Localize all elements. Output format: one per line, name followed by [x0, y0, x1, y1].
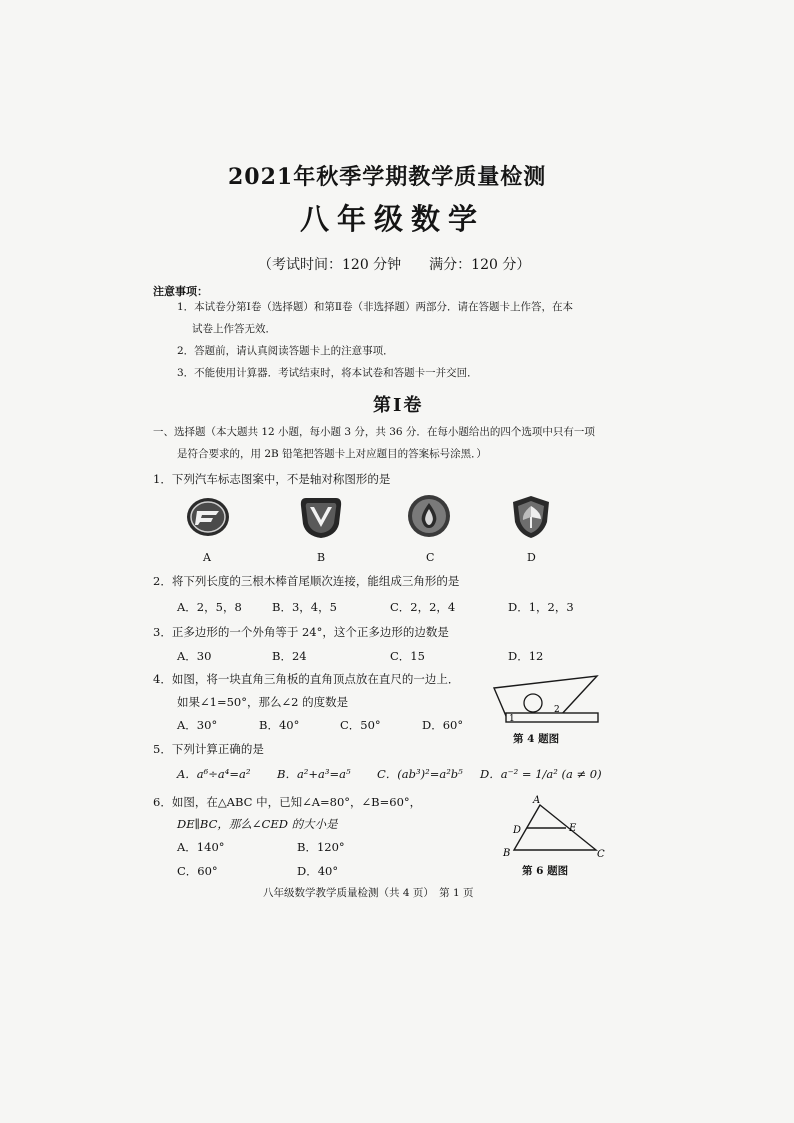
- option-b: B．40°: [259, 718, 300, 732]
- part-instructions: 是符合要求的，用 2B 铅笔把答题卡上对应题目的答案标号涂黑．）: [177, 448, 487, 460]
- section-title: 第Ⅰ卷: [373, 395, 424, 416]
- option-b: B．3，4，5: [272, 600, 337, 614]
- car-logo-c-icon: [407, 494, 451, 542]
- figure-6: [500, 792, 610, 868]
- exam-info: （考试时间：120 分钟 满分：120 分）: [258, 257, 531, 273]
- option-d: D．60°: [422, 718, 464, 732]
- option-d: D．1，2，3: [508, 600, 574, 614]
- option-a: A．30°: [177, 718, 218, 732]
- figure-4: [492, 672, 602, 732]
- figure-6-label: B: [503, 848, 511, 859]
- option-c: C．(ab³)²=a²b⁵: [377, 767, 463, 781]
- exam-title: 2021年秋季学期教学质量检测: [228, 164, 547, 190]
- note-item: 3．不能使用计算器．考试结束时，将本试卷和答题卡一并交回．: [177, 367, 478, 379]
- part-instructions: 一、选择题（本大题共 12 小题，每小题 3 分，共 36 分．在每小题给出的四个选项中只有一项: [153, 426, 595, 438]
- option-label: D: [527, 551, 536, 564]
- option-c: C．15: [390, 649, 425, 663]
- figure-6-label: E: [569, 823, 577, 834]
- note-item: 1．本试卷分第Ⅰ卷（选择题）和第Ⅱ卷（非选择题）两部分．请在答题卡上作答，在本: [177, 301, 573, 313]
- option-b: B．a²+a³=a⁵: [277, 767, 351, 781]
- page-footer: 八年级数学教学质量检测（共 4 页） 第 1 页: [263, 887, 474, 899]
- option-c: C．50°: [340, 718, 381, 732]
- question-6-stem: 6．如图，在△ABC 中，已知∠A=80°，∠B=60°，: [153, 795, 422, 809]
- figure-6-label: D: [513, 825, 522, 836]
- question-3-stem: 3．正多边形的一个外角等于 24°，这个正多边形的边数是: [153, 625, 449, 639]
- option-d: D．12: [508, 649, 544, 663]
- option-a: A．2，5，8: [177, 600, 242, 614]
- note-item: 2．答题前，请认真阅读答题卡上的注意事项．: [177, 345, 394, 357]
- option-label: A: [203, 551, 211, 564]
- figure-6-caption: 第 6 题图: [522, 865, 569, 877]
- question-6-stem: DE∥BC，那么∠CED 的大小是: [177, 817, 338, 831]
- car-logo-b-icon: [298, 494, 344, 544]
- option-c: C．2，2，4: [390, 600, 456, 614]
- question-1-stem: 1．下列汽车标志图案中，不是轴对称图形的是: [153, 472, 391, 486]
- option-a: A．30: [177, 649, 212, 663]
- option-b: B．120°: [297, 840, 345, 854]
- option-label: C: [426, 551, 435, 564]
- question-4-stem: 4．如图，将一块直角三角板的直角顶点放在直尺的一边上．: [153, 672, 460, 686]
- option-label: B: [317, 551, 326, 564]
- car-logo-d-icon: [511, 494, 551, 544]
- notes-heading: 注意事项：: [153, 285, 208, 298]
- question-2-stem: 2．将下列长度的三根木棒首尾顺次连接，能组成三角形的是: [153, 574, 460, 588]
- figure-4-label: 2: [554, 705, 560, 715]
- option-d: D．40°: [297, 864, 339, 878]
- question-5-stem: 5．下列计算正确的是: [153, 742, 264, 756]
- figure-4-caption: 第 4 题图: [513, 733, 560, 745]
- option-a: A．a⁶÷a⁴=a²: [177, 767, 251, 781]
- option-b: B．24: [272, 649, 307, 663]
- subject-title: 八年级数学: [300, 202, 486, 236]
- option-a: A．140°: [177, 840, 225, 854]
- note-item: 试卷上作答无效．: [192, 323, 276, 335]
- figure-4-label: 1: [509, 714, 515, 724]
- option-c: C．60°: [177, 864, 218, 878]
- option-d: D．a⁻² = 1/a² (a ≠ 0): [480, 767, 602, 781]
- figure-6-label: C: [597, 849, 605, 860]
- figure-6-label: A: [533, 795, 541, 806]
- car-logo-a-icon: [186, 496, 230, 542]
- question-4-stem: 如果∠1=50°，那么∠2 的度数是: [177, 695, 349, 709]
